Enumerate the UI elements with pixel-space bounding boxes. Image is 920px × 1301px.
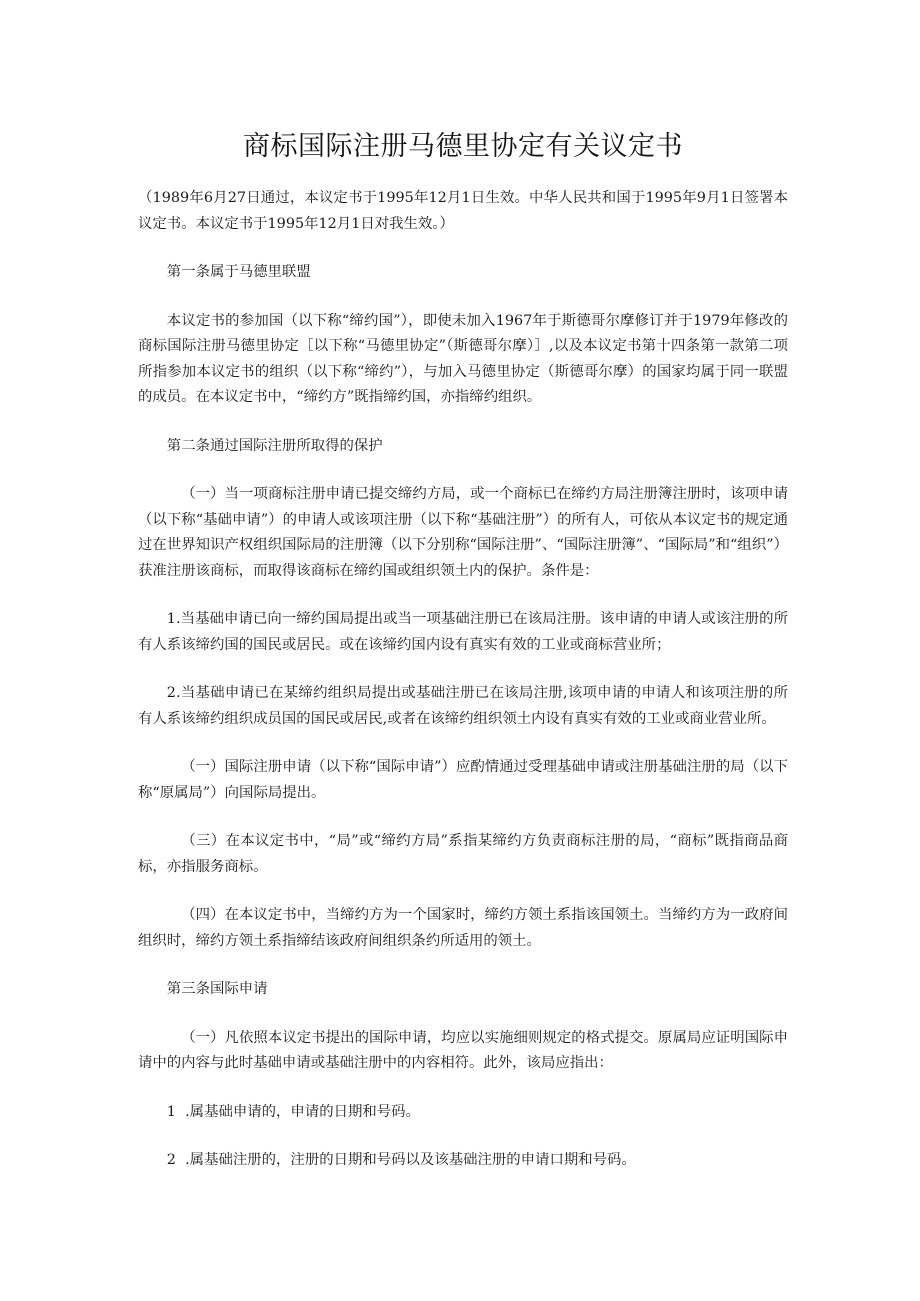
article-3-item-2: 2 .属基础注册的，注册的日期和号码以及该基础注册的申请口期和号码。 bbox=[166, 1152, 636, 1168]
article-2-item-2: 2.当基础申请已在某缔约组织局提出或基础注册已在该局注册,该项申请的申请人和该项注册的所有人系该缔约组织成员国的国民或居民,或者在该缔约组织领土内设有真实有效的工业或商业营业所。 bbox=[138, 685, 788, 727]
article-3-heading: 第三条国际申请 bbox=[166, 981, 268, 997]
document-page bbox=[138, 0, 788, 1197]
article-2-item-1: 1.当基础申请已向一缔约国局提出或当一项基础注册已在该局注册。该申请的申请人或该注册的所有人系该缔约国的国民或居民。或在该缔约国内设有真实有效的工业或商标营业所； bbox=[138, 611, 788, 653]
article-2-para-4: （四）在本议定书中，当缔约方为一个国家时，缔约方领土系指该国领土。当缔约方为一政府间组织时，缔约方领土系指缔结该政府间组织条约所适用的领土。 bbox=[138, 907, 788, 949]
article-2-heading: 第二条通过国际注册所取得的保护 bbox=[166, 437, 383, 454]
article-1-text: 本议定书的参加国（以下称“缔约国”），即使未加入1967年于斯德哥尔摩修订并于1979年修改的商标国际注册马德里协定［以下称“马德里协定”（斯德哥尔摩）］,以及本议定书第十四条第一款第二项所指参加本议定书的组织（以下称“缔约”），与加入马德里协定（斯德哥尔摩）的国家均属于同一联盟的成员。在本议定书中，“缔约方”既指缔约国，亦指缔约组织。 bbox=[138, 312, 788, 405]
document-title: 商标国际注册马德里协定有关议定书 bbox=[243, 131, 683, 162]
article-1-heading: 第一条属于马德里联盟 bbox=[166, 264, 311, 280]
article-2-para-2: （一）国际注册申请（以下称“国际申请”）应酌情通过受理基础申请或注册基础注册的局（以下称“原属局”）向国际局提出。 bbox=[138, 759, 788, 801]
article-2-para-1: （一）当一项商标注册申请已提交缔约方局，或一个商标已在缔约方局注册簿注册时，该项申请（以下称“基础申请”）的申请人或该项注册（以下称“基础注册”）的所有人，可依从本议定书的规定通过在世界知识产权组织国际局的注册簿（以下分别称“国际注册”、“国际注册簿”、“国际局”和“组织”）获准注册该商标，而取得该商标在缔约国或组织领土内的保护。条件是： bbox=[138, 486, 788, 579]
effective-date-note: （1989年6月27日通过，本议定书于1995年12月1日生效。中华人民共和国于1995年9月1日签署本议定书。本议定书于1995年12月1日对我生效。） bbox=[138, 190, 788, 232]
article-3-item-1: 1 .属基础申请的，申请的日期和号码。 bbox=[166, 1103, 420, 1120]
article-3-para-1: （一）凡依照本议定书提出的国际申请，均应以实施细则规定的格式提交。原属局应证明国际申请中的内容与此时基础申请或基础注册中的内容相符。此外，该局应指出： bbox=[138, 1029, 788, 1071]
article-2-para-3: （三）在本议定书中，“局”或“缔约方局”系指某缔约方负责商标注册的局，“商标”既指商品商标，亦指服务商标。 bbox=[138, 833, 788, 875]
document-body bbox=[138, 186, 788, 1174]
